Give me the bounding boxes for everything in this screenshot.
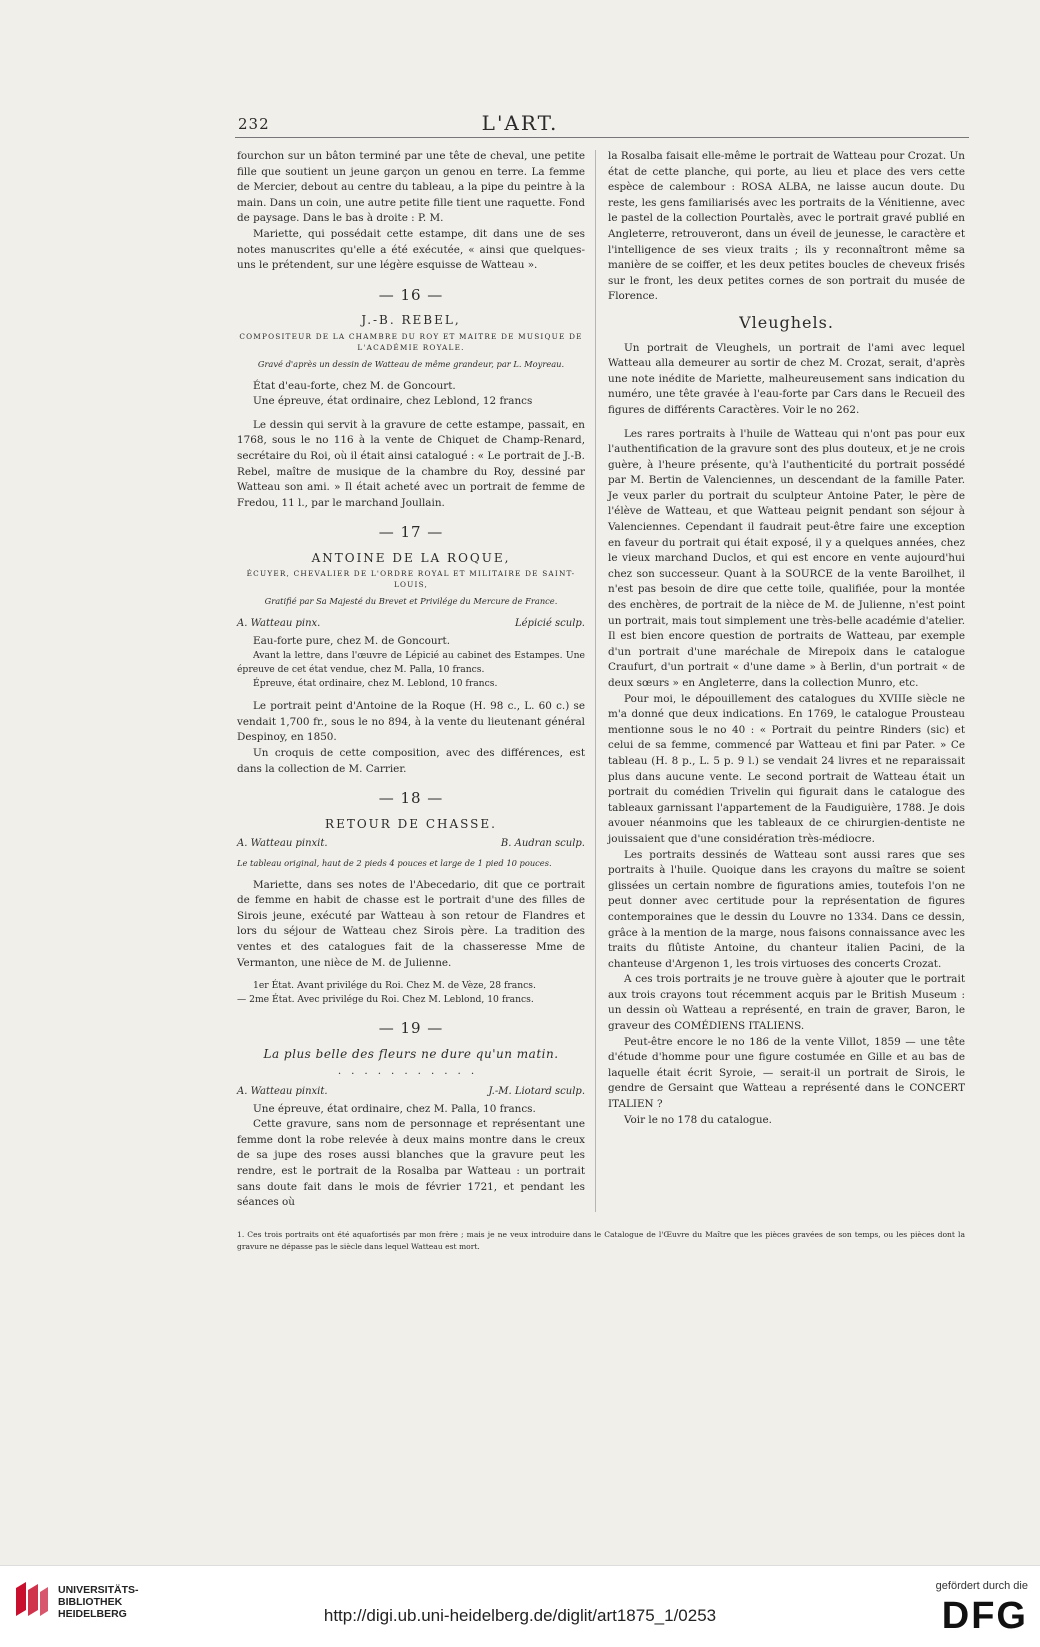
paragraph: Un portrait de Vleughels, un portrait de l'ami avec lequel Watteau alla demeurer au sortir de chez M. Crozat, serait, d'après une note inédite de Mariette, malheureusement sans indication du numéro, une tête gravée à l'eau-forte par Cars dans le Recueil des figures de différents Caractères. Voir le no 262. [608,341,965,416]
library-name-line: HEIDELBERG [58,1608,127,1620]
state-line: Eau-forte pure, chez M. de Goncourt. [253,634,450,647]
paragraph: la Rosalba faisait elle-même le portrait de Watteau pour Crozat. Un état de cette planche, qui porte, au lieu et place des vers cette espèce de calembour : ROSA ALBA, ne laisse aucun doute. Du reste, les gens familiarisés avec les portraits de la Vénitienne, avec le pastel de la collection Pourtalès, avec le portrait gravé publié en Angleterre, retrouveront, dans un éveil de jeunesse, le caractère et l'intelligence de ses vieux traits ; ils y reconnaîtront même sa manière de se coiffer, et les deux petites boucles de cheveux frisés sur le front, les deux petites cornes de son portrait du musée de Florence. [608,150,965,303]
credit-engraver: Lépicié sculp. [514,618,585,630]
credit-painter: A. Watteau pinxit. [237,838,328,850]
header-rule [235,137,969,138]
paragraph: Pour moi, le dépouillement des catalogues du XVIIIe siècle ne m'a donné que deux indications. En 1769, le catalogue Prousteau mentionne sous le no 40 : « Portrait du peintre Rinders (sic) et celui de sa femme, commencé par Watteau et fini par Pater. » Ce tableau (H. 8 p., L. 5 p. 9 l.) se vendait 24 livres et ne reparaissait plus dans aucune vente. Le second portrait de Watteau était un portrait du comédien Trivelin qui figurait dans le catalogue des tableaux garnissant l'appartement de la Faudiguière, 1788. Je dois avouer néanmoins que les tableaux de ce chirurgien-dentiste ne jouissaient que d'une considération très-médiocre. [608,692,965,845]
library-name-line: UNIVERSITÄTS- [58,1584,139,1596]
state-line: Une épreuve, état ordinaire, chez Leblond, 12 francs [253,395,533,408]
entry-caption: Gratifié par Sa Majesté du Brevet et Privilége du Mercure de France. [264,596,558,607]
credit-engraver: J.-M. Liotard sculp. [488,1085,585,1097]
credit-line [237,616,585,632]
entry-title: ANTOINE DE LA ROQUE, [311,550,511,565]
permalink-url[interactable]: http://digi.ub.uni-heidelberg.de/diglit/art1875_1/0253 [323,1606,717,1625]
viewer-footer [0,1565,1040,1647]
paragraph: Le portrait peint d'Antoine de la Roque (H. 98 c., L. 60 c.) se vendait 1,700 fr., sous le no 894, à la vente du lieutenant général Despinoy, en 1850. [237,700,585,744]
entry-number: — 17 — [378,523,444,542]
column-divider [595,150,596,1212]
left-column [237,149,585,1211]
paragraph: fourchon sur un bâton terminé par une tête de cheval, une petite fille que soutient un jeune garçon un genou en terre. La femme de Mercier, debout au centre du tableau, a la pipe du peintre à la main. Dans un coin, une autre petite fille tient une raquette. Fond de paysage. Dans le bas à droite : P. M. [237,150,585,225]
state-line: État d'eau-forte, chez M. de Goncourt. [253,379,456,392]
paragraph: Mariette, qui possédait cette estampe, dit dans une de ses notes manuscrites qu'elle a été exécutée, « ainsi que quelques-uns le prétendent, sur une légère esquisse de Watteau ». [237,227,585,272]
entry-caption: Gravé d'après un dessin de Watteau de même grandeur, par L. Moyreau. [257,358,565,369]
entry-subtitle: ÉCUYER, CHEVALIER DE L'ORDRE ROYAL ET MILITAIRE DE SAINT-LOUIS, [246,569,576,590]
paragraph: Un croquis de cette composition, avec des différences, est dans la collection de M. Carrier. [237,747,585,775]
entry-number: — 16 — [378,285,444,304]
paragraph: Les portraits dessinés de Watteau sont aussi rares que ses portraits à l'huile. Quoique dans les crayons du maître se soient glissées un certain nombre de figurations amies, toutefois l'on ne peut donner avec certitude pour la représentation de figures contemporaines que le dessin du Louvre no 1334. Dans ce dessin, grâce à la mention de la marge, nous faisons connaissance avec les traits du flûtiste Antoine, du chanteur italien Pacini, de la chanteuse d'Argenon 1, les trois virtuoses des concerts Crozat. [608,848,965,970]
entry-subtitle: COMPOSITEUR DE LA CHAMBRE DU ROY ET MAITRE DE MUSIQUE DE L'ACADÉMIE ROYALE. [239,331,583,352]
running-title: L'ART. [481,111,559,135]
entry-caption: Le tableau original, haut de 2 pieds 4 pouces et large de 1 pied 10 pouces. [237,858,552,868]
entry-number: — 19 — [378,1019,444,1038]
state-line: 1er État. Avant privilége du Roi. Chez M. de Vèze, 28 francs. [253,980,536,992]
state-line: Avant la lettre, dans l'œuvre de Lépicié au cabinet des Estampes. Une épreuve de cet état vendue, chez M. Palla, 10 francs. [237,650,585,676]
paragraph: Cette gravure, sans nom de personnage et représentant une femme dont la robe relevée à deux mains montre dans le creux de sa jupe des roses aussi blanches que la gravure peut les rendre, est le portrait de la Rosalba par Watteau : un portrait sans doute fait dans le mois de février 1721, et pendant les séances où [237,1118,585,1209]
paragraph: Voir le no 178 du catalogue. [624,1113,772,1126]
funded-by-text: gefördert durch die [935,1580,1028,1592]
entry-title: La plus belle des fleurs ne dure qu'un matin. [263,1046,559,1061]
entry-title: J.-B. REBEL, [361,313,461,328]
entry-number: — 18 — [378,789,444,808]
dfg-credit [935,1580,1028,1637]
right-column [608,149,965,1128]
credit-painter: A. Watteau pinxit. [237,1085,328,1097]
state-line: Une épreuve, état ordinaire, chez M. Palla, 10 francs. [253,1102,536,1115]
state-line: — 2me État. Avec privilége du Roi. Chez M. Leblond, 10 francs. [237,994,534,1006]
library-name-line: BIBLIOTHEK [58,1596,123,1608]
dfg-logo: DFG [941,1595,1028,1637]
state-line: Épreuve, état ordinaire, chez M. Leblond, 10 francs. [253,678,498,690]
page-number: 232 [238,115,270,133]
paragraph: Peut-être encore le no 186 de la vente Villot, 1859 — une tête d'étude d'homme pour une figure costumée en Gille et au bas de laquelle était écrit Syroie, — serait-il un portrait de Sirois, le gendre de Gersaint que Watteau a représenté dans le CONCERT ITALIEN ? [608,1035,965,1111]
paragraph: A ces trois portraits je ne trouve guère à ajouter que le portrait aux trois crayons tout récemment acquis par le British Museum : un dessin où Watteau a représenté, en train de graver, Baron, le graveur des COMÉDIENS ITALIENS. [608,973,965,1033]
footnote: 1. Ces trois portraits ont été aquafortisés par mon frère ; mais je ne veux introduire dans le Catalogue de l'Œuvre du Maître que les pièces gravées de son temps, ou les pièces dont la gravure ne dépasse pas le siècle dans lequel Watteau est mort. [237,1230,965,1251]
paragraph: Mariette, dans ses notes de l'Abecedario, dit que ce portrait de femme en habit de chasse est le portrait d'une des filles de Sirois jeune, exécuté par Watteau à son retour de Flandres et lors du séjour de Watteau chez Sirois père. La tradition des ventes et des catalogues fait de la chasseresse Mme de Vermanton, une nièce de M. de Julienne. [237,878,585,969]
credit-line [237,1084,585,1100]
entry-title: RETOUR DE CHASSE. [325,816,497,831]
paragraph: Le dessin qui servit à la gravure de cette estampe, passait, en 1768, sous le no 116 à la vente de Chiquet de Champ-Renard, secrétaire du Roi, où il était ainsi catalogué : « Le portrait de J.-B. Rebel, maître de musique de la chambre du Roy, dessiné par Watteau son ami. » Il était acheté avec un portrait de femme de Fredou, 11 l., par le marchand Joullain. [237,418,585,509]
section-title: Vleughels. [739,312,834,332]
ellipsis-dots: ........... [337,1065,485,1078]
credit-painter: A. Watteau pinx. [237,618,321,630]
credit-engraver: B. Audran sculp. [500,838,585,850]
paragraph: Les rares portraits à l'huile de Watteau qui n'ont pas pour eux l'authentification de la gravure sont des plus douteux, et je ne crois guère, à l'heure présente, qu'à l'authenticité du portrait possédé par M. Bertin de Valenciennes, un descendant de la famille Pater. Je veux parler du portrait du sculpteur Antoine Pater, le père de l'élève de Watteau, et que Watteau peignit pendant son séjour à Valenciennes. Cependant il faudrait peut-être faire une exception en faveur du portrait qui était exposé, il y a quelques années, chez le vieux marchand Duclos, et qui est encore en vente aujourd'hui chez son successeur. Quant à la SOURCE de la vente Baroilhet, il n'est pas besoin de dire que cette toile, qualifiée, pour la montée des enchères, de portrait de la nièce de M. de Julienne, n'est point un portrait, mais tout simplement une très-belle académie d'atelier. Il est bien encore question de portraits de Watteau, par exemple d'un portrait d'une maréchale de Mirepoix dans le catalogue Craufurt, d'un portrait « d'une dame » à Berlin, d'un portrait « de deux sœurs » en Angleterre, dans la collection Munro, etc. [608,427,965,689]
credit-line [237,836,585,852]
